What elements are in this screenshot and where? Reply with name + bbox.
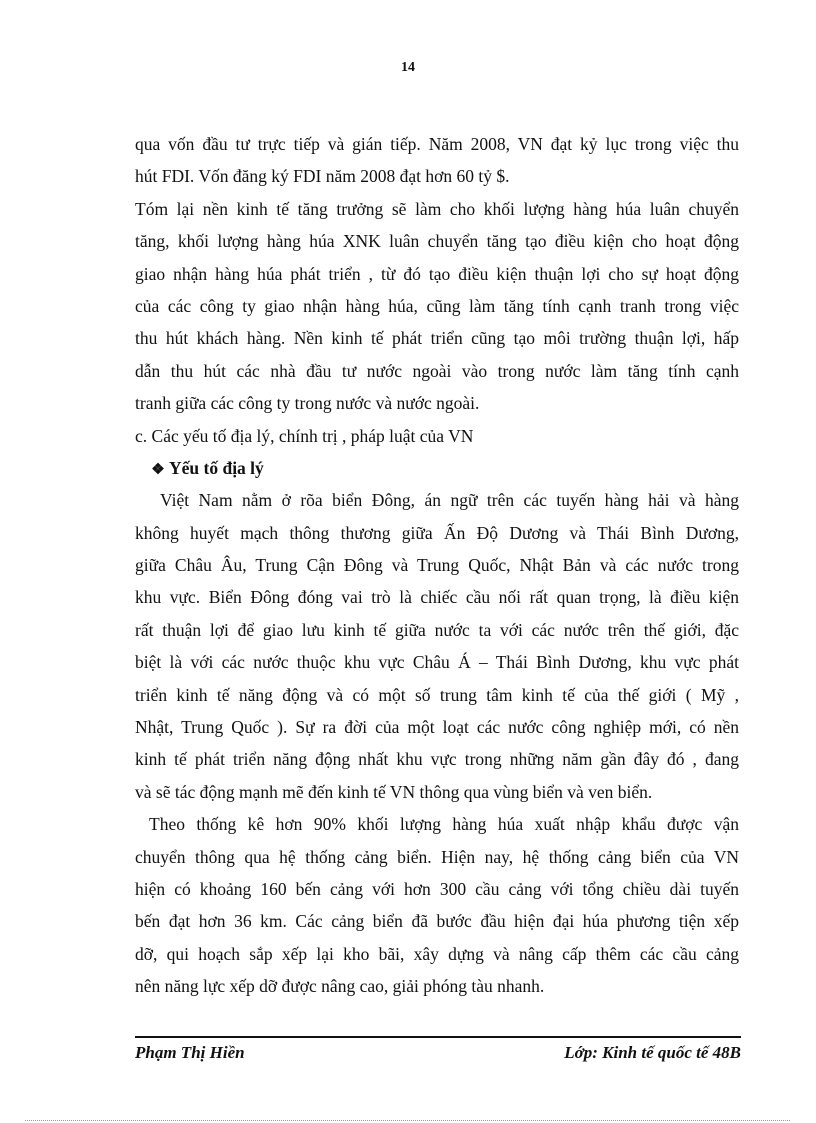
text-line: triển kinh tế năng động và có một số trung tâm kinh tế của thế giới ( Mỹ , — [135, 684, 739, 705]
text-line: chuyển thông qua hệ thống cảng biển. Hiện nay, hệ thống cảng biển của VN — [135, 846, 739, 867]
subsection-title: Yếu tố địa lý — [169, 457, 264, 478]
subsection-heading — [135, 452, 739, 484]
diamond-bullet-icon: ❖ — [151, 461, 165, 478]
page-bottom-border — [25, 1120, 790, 1121]
text-line: qua vốn đầu tư trực tiếp và gián tiếp. Năm 2008, VN đạt kỷ lục trong việc thu — [135, 134, 739, 154]
text-line: bến đạt hơn 36 km. Các cảng biển đã bước đầu hiện đại húa phương tiện xếp — [135, 911, 739, 932]
text-line: Tóm lại nền kinh tế tăng trưởng sẽ làm cho khối lượng hàng húa luân chuyển — [135, 198, 739, 219]
footer-divider — [135, 1036, 741, 1038]
text-line: biệt là với các nước thuộc khu vực Châu Á – Thái Bình Dương, khu vực phát — [135, 652, 739, 673]
text-line: thu hút khách hàng. Nền kinh tế phát triển cũng tạo môi trường thuận lợi, hấp — [135, 328, 739, 349]
text-line: rất thuận lợi để giao lưu kinh tế giữa nước ta với các nước trên thế giới, đặc — [135, 619, 739, 640]
text-line: hút FDI. Vốn đăng ký FDI năm 2008 đạt hơn 60 tỷ $. — [135, 166, 510, 187]
section-heading: c. Các yếu tố địa lý, chính trị , pháp luật của VN — [135, 425, 474, 446]
text-line: Việt Nam nằm ở rõa biển Đông, án ngữ trên các tuyến hàng hải và hàng — [160, 490, 739, 511]
text-line: tăng, khối lượng hàng húa XNK luân chuyển tăng tạo điều kiện cho hoạt động — [135, 231, 739, 252]
text-line: nên năng lực xếp dỡ được nâng cao, giải phóng tàu nhanh. — [135, 976, 545, 997]
document-body — [135, 128, 739, 1003]
page-number: 14 — [401, 60, 415, 75]
page-footer — [135, 1040, 741, 1066]
text-line: khu vực. Biển Đông đóng vai trò là chiếc cầu nối rất quan trọng, là điều kiện — [135, 587, 739, 608]
text-line: kinh tế phát triển năng động nhất khu vực trong những năm gần đây đó , đang — [135, 749, 739, 770]
text-line: Nhật, Trung Quốc ). Sự ra đời của một loạt các nước công nghiệp mới, có nền — [135, 717, 739, 738]
text-line: giữa Châu Âu, Trung Cận Đông và Trung Quốc, Nhật Bản và các nước trong — [135, 555, 739, 576]
text-line: hiện có khoảng 160 bến cảng với hơn 300 cầu cảng với tổng chiều dài tuyến — [135, 878, 739, 899]
text-line: không huyết mạch thông thương giữa Ấn Độ Dương và Thái Bình Dương, — [135, 522, 739, 543]
text-line: tranh giữa các công ty trong nước và nước ngoài. — [135, 393, 480, 414]
text-line: của các công ty giao nhận hàng húa, cũng làm tăng tính cạnh tranh trong việc — [135, 295, 739, 316]
footer-class: Lớp: Kinh tế quốc tế 48B — [564, 1043, 741, 1062]
text-line: dỡ, qui hoạch sắp xếp lại kho bãi, xây dựng và nâng cấp thêm các cầu cảng — [135, 943, 739, 964]
text-line: giao nhận hàng húa phát triển , từ đó tạo điều kiện thuận lợi cho sự hoạt động — [135, 263, 739, 284]
text-line: dẫn thu hút các nhà đầu tư nước ngoài vào trong nước làm tăng tính cạnh — [135, 360, 739, 381]
footer-author: Phạm Thị Hiền — [135, 1043, 245, 1062]
text-line: Theo thống kê hơn 90% khối lượng hàng húa xuất nhập khẩu được vận — [149, 814, 739, 835]
text-line: và sẽ tác động mạnh mẽ đến kinh tế VN thông qua vùng biển và ven biển. — [135, 781, 653, 802]
